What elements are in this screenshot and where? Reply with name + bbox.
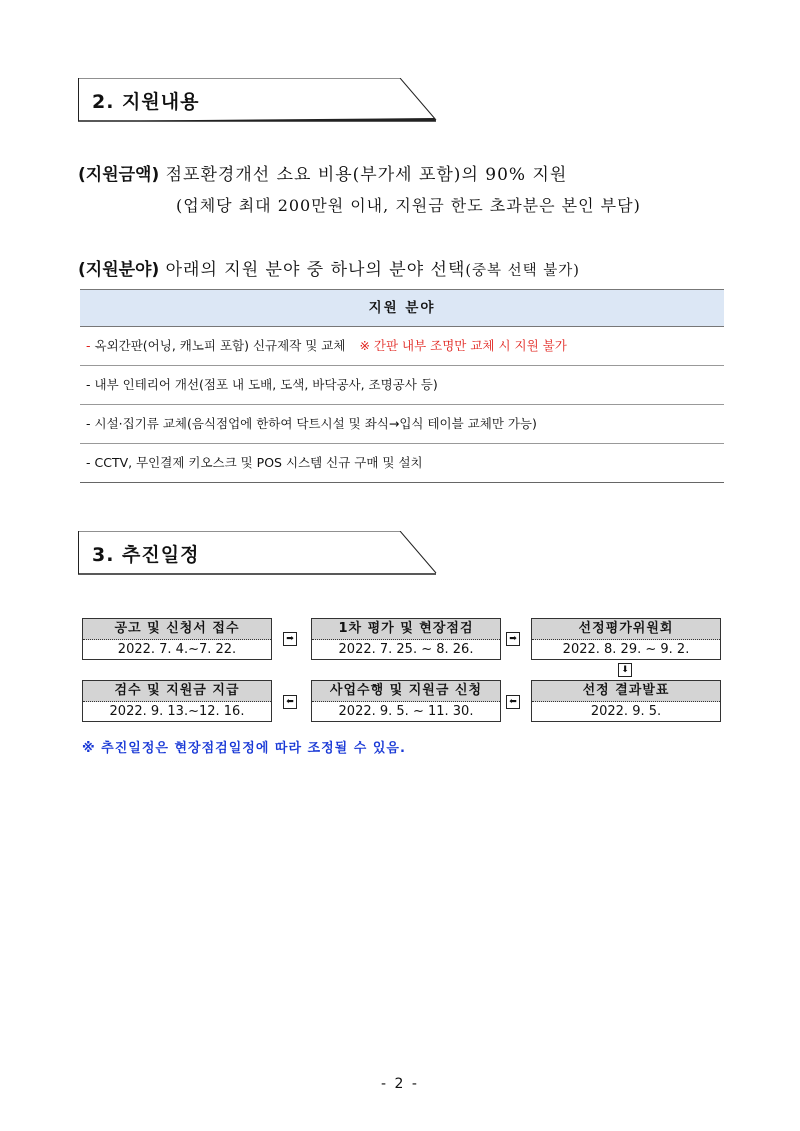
arrow-left-icon: ⬅ bbox=[283, 695, 297, 709]
arrow-down-icon: ⬇ bbox=[618, 663, 632, 677]
support-field-table bbox=[80, 289, 724, 483]
row-bullet: - bbox=[86, 455, 91, 470]
step-date: 2022. 8. 29. ~ 9. 2. bbox=[562, 642, 690, 657]
step-date: 2022. 7. 25. ~ 8. 26. bbox=[338, 642, 474, 657]
section-3-header bbox=[78, 531, 438, 575]
field-label: (지원분야) bbox=[78, 260, 160, 280]
section-2-header bbox=[78, 78, 438, 122]
section-3-title: 3. 추진일정 bbox=[92, 544, 200, 566]
section-2-title: 2. 지원내용 bbox=[92, 91, 200, 113]
table-row bbox=[80, 327, 724, 366]
step-date: 2022. 9. 13.~12. 16. bbox=[109, 704, 245, 719]
arrow-left-icon: ⬅ bbox=[506, 695, 520, 709]
row-bullet: - bbox=[86, 377, 91, 392]
schedule-step-2 bbox=[311, 618, 501, 660]
schedule-note: ※ 추진일정은 현장점검일정에 따라 조정될 수 있음. bbox=[82, 741, 406, 756]
table-row bbox=[80, 405, 724, 444]
step-title: 공고 및 신청서 접수 bbox=[83, 619, 271, 640]
schedule-step-6 bbox=[82, 680, 272, 722]
amount-line bbox=[78, 160, 567, 185]
schedule-step-4 bbox=[531, 680, 721, 722]
table-header: 지원 분야 bbox=[80, 289, 724, 327]
field-line bbox=[78, 255, 580, 280]
schedule-step-5 bbox=[311, 680, 501, 722]
field-paren: (중복 선택 불가) bbox=[465, 263, 580, 279]
amount-text: 점포환경개선 소요 비용(부가세 포함)의 90% 지원 bbox=[159, 165, 568, 185]
row-note: ※ 간판 내부 조명만 교체 시 지원 불가 bbox=[359, 338, 567, 353]
table-row bbox=[80, 444, 724, 483]
step-title: 선정 결과발표 bbox=[532, 681, 720, 702]
amount-label: (지원금액) bbox=[78, 165, 160, 185]
arrow-right-icon: ➡ bbox=[506, 632, 520, 646]
row-text: 내부 인테리어 개선(점포 내 도배, 도색, 바닥공사, 조명공사 등) bbox=[94, 377, 438, 392]
table-row bbox=[80, 366, 724, 405]
step-title: 사업수행 및 지원금 신청 bbox=[312, 681, 500, 702]
field-text: 아래의 지원 분야 중 하나의 분야 선택 bbox=[159, 260, 466, 280]
step-date: 2022. 7. 4.~7. 22. bbox=[117, 642, 237, 657]
step-title: 선정평가위원회 bbox=[532, 619, 720, 640]
row-text: 시설·집기류 교체(음식점업에 한하여 닥트시설 및 좌식→입식 테이블 교체만 가능) bbox=[94, 416, 537, 431]
row-text: 옥외간판(어닝, 캐노피 포함) 신규제작 및 교체 bbox=[94, 338, 346, 353]
amount-sub: (업체당 최대 200만원 이내, 지원금 한도 초과분은 본인 부담) bbox=[176, 196, 641, 215]
schedule-step-1 bbox=[82, 618, 272, 660]
row-bullet: - bbox=[86, 416, 91, 431]
step-date: 2022. 9. 5. bbox=[590, 704, 662, 719]
step-title: 검수 및 지원금 지급 bbox=[83, 681, 271, 702]
page-number: - 2 - bbox=[381, 1076, 419, 1092]
step-title: 1차 평가 및 현장점검 bbox=[312, 619, 500, 640]
step-date: 2022. 9. 5. ~ 11. 30. bbox=[338, 704, 474, 719]
row-text: CCTV, 무인결제 키오스크 및 POS 시스템 신규 구매 및 설치 bbox=[94, 455, 423, 470]
row-bullet: - bbox=[86, 338, 91, 353]
arrow-right-icon: ➡ bbox=[283, 632, 297, 646]
schedule-step-3 bbox=[531, 618, 721, 660]
